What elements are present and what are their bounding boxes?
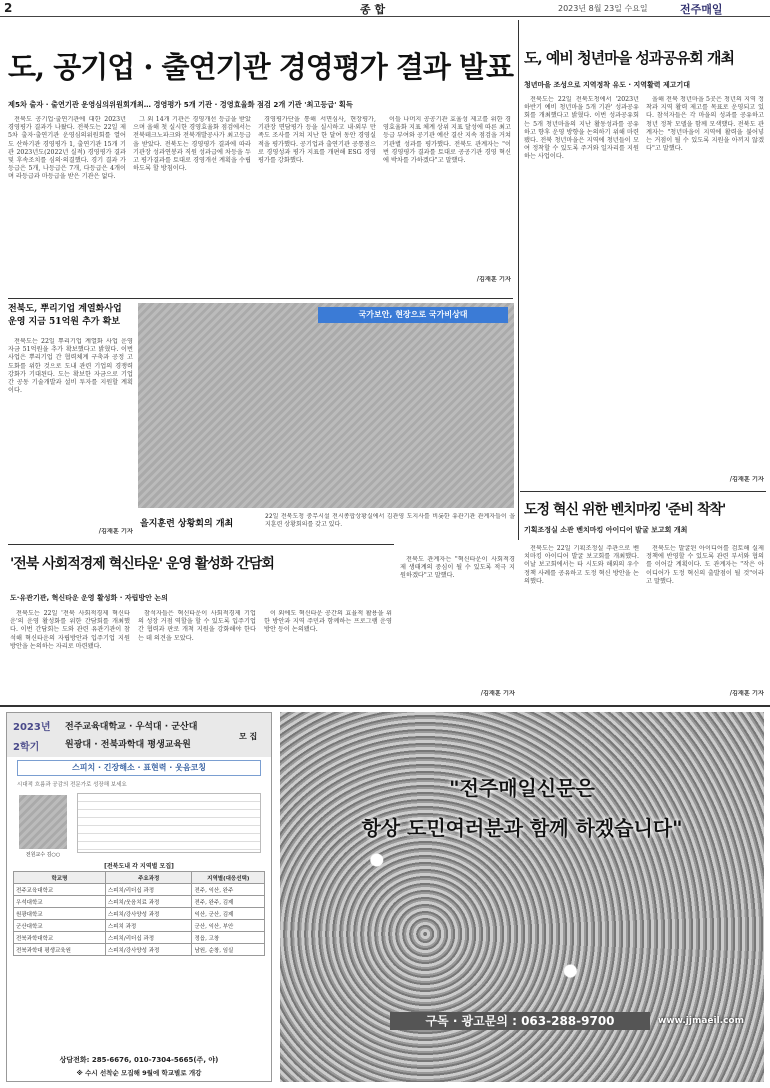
left-bottom-headline: '전북 사회적경제 혁신타운' 운영 활성화 간담회 (10, 556, 274, 572)
instructor-photo (19, 795, 67, 849)
schedule-cell: 우석대학교 (14, 896, 106, 908)
left-bottom-column-3: 이 외에도 혁신타운 공간의 효율적 활용을 위한 방안과 지역 주민과 함께하는 프로그램 운영 방안 등이 논의됐다. (264, 610, 392, 634)
lead-column-1: 전북도 공기업·출연기관에 대한 2023년 경영평가 결과가 나왔다. 전북도는 22일 제5차 출자·출연기관 운영심의위원회를 열어 도 산하기관 경영평가 1, 출연기관 15개 기관 2023년도(2022년 실적) 경영평가 결과 및 후속조치를 심의·의결했다. 경기 결과 가등급은 5개, 나등급은 7개, 다등급은 4개이며 라등급과 마등급을 받은 기관은 없다. (8, 116, 126, 181)
newspaper-name: 전주매일 (680, 3, 723, 16)
ad-universities-1: 전주교육대학교 · 우석대 · 군산대 (65, 722, 198, 732)
schedule-row (14, 920, 265, 932)
ad-term: 2학기 (13, 742, 40, 753)
lecture-ad (6, 712, 272, 1082)
schedule-cell: 정읍, 고창 (192, 932, 265, 944)
schedule-cell: 전북과학대 평생교육원 (14, 944, 106, 956)
schedule-row (14, 908, 265, 920)
schedule-cell: 스피치/웃음치료 과정 (105, 896, 192, 908)
photo-banner: 국가보안, 현장으로 국가비상대 (318, 307, 508, 323)
left-mid-text: 전북도는 22일 뿌리기업 계열화 사업 운영자금 51억원을 추가 확보했다고 밝혔다. 이번 사업은 뿌리기업 간 협력체계 구축과 공정 고도화를 위한 것으로 도내 관련 기업의 경쟁력 강화가 기대된다. 도는 확보한 자금으로 기업 간 공동 기술개발과 설비 투자를 지원할 계획이다. (8, 338, 133, 395)
schedule-cell: 스피치 과정 (105, 920, 192, 932)
page-header (0, 0, 770, 17)
right-top-column-2: 올해 전북 청년마을 5곳은 청년의 지역 정착과 지역 활력 제고를 목표로 운영되고 있다. 참석자들은 각 마을의 성과를 공유하고 청년 정착 모델을 함께 모색했다. 전북도 관계자는 "청년마을이 지역에 활력을 불어넣는 거점이 될 수 있도록 지원을 아끼지 않겠다"고 말했다. (646, 96, 764, 153)
ad-note: ※ 수시 선착순 모집해 9월에 학교별로 개강 (76, 1069, 202, 1077)
ad-phone: 구독 · 광고문의 : 063-288-9700 (390, 1012, 650, 1030)
lead-column-3: 경영평가단을 통해 서면심사, 현장평가, 기관장 면담평가 등을 실시하고 내·외부 만족도 조사를 거쳐 지난 한 달여 동안 경영실적을 평가했다. 공기업과 출연기관 공통점으로 경영성과 평가 지표를 개편해 ESG 경영 평가를 강화했다. (258, 116, 376, 165)
right-top-headline: 도, 예비 청년마을 성과공유회 개최 (524, 49, 734, 67)
schedule-table (13, 871, 265, 956)
left-bottom-column-4: 전북도 관계자는 "혁신타운이 사회적경제 생태계의 중심이 될 수 있도록 적극 지원하겠다"고 말했다. (400, 556, 515, 580)
curriculum-box (77, 793, 261, 853)
ad-recruit-label: 모 집 (239, 732, 258, 741)
ad-url[interactable]: www.jjmaeil.com (658, 1016, 744, 1026)
schedule-cell: 전북과학대학교 (14, 932, 106, 944)
right-mid-byline: /김재훈 기자 (729, 690, 764, 697)
schedule-cell: 전주, 완주, 김제 (192, 896, 265, 908)
schedule-cell: 전주, 익산, 완주 (192, 884, 265, 896)
schedule-cell: 군산대학교 (14, 920, 106, 932)
situation-meeting-photo (138, 303, 514, 508)
schedule-cell: 원광대학교 (14, 908, 106, 920)
schedule-cell: 군산, 익산, 부안 (192, 920, 265, 932)
section-title: 종 합 (360, 3, 386, 16)
ad-motto: 스피치 · 긴장해소 · 표현력 · 웃음코칭 (17, 760, 261, 776)
schedule-cell: 전주교육대학교 (14, 884, 106, 896)
schedule-header-cell: 지역별(대응선택) (192, 872, 265, 884)
ad-universities-2: 원광대 · 전북과학대 평생교육원 (65, 740, 191, 750)
lead-headline: 도, 공기업 · 출연기관 경영평가 결과 발표 (8, 50, 513, 84)
lead-column-2: 그 외 14개 기관은 경영개선 등급을 받았으며 올해 첫 실시한 경영효율화 점검에서는 전북테크노파크와 전북개발공사가 최고등급을 받았다. 전북도는 경영평가 결과에 따라 기관장 성과연봉과 직원 성과급에 차등을 두고 평가결과를 토대로 경영개선 계획을 수립하도록 할 방침이다. (133, 116, 251, 173)
schedule-cell: 익산, 군산, 김제 (192, 908, 265, 920)
schedule-cell: 남원, 순창, 임실 (192, 944, 265, 956)
right-mid-column-2: 전북도는 발굴된 아이디어를 검토해 실제 정책에 반영할 수 있도록 관련 부서와 협의를 이어갈 계획이다. 도 관계자는 "작은 아이디어가 도정 혁신의 출발점이 될 것"이라고 말했다. (646, 545, 764, 585)
schedule-header-cell: 주요과정 (105, 872, 192, 884)
right-top-subhead: 청년마을 조성으로 지역정착 유도 · 지역활력 제고기대 (524, 81, 691, 89)
left-bottom-subhead: 도·유관기관, 혁신타운 운영 활성화 · 자립방안 논의 (10, 594, 168, 602)
newspaper-ad (280, 712, 764, 1082)
issue-date: 2023년 8월 23일 수요일 (558, 4, 648, 13)
ad-intro: 시대적 흐름과 공감의 전문가로 성장해 보세요 (17, 782, 127, 788)
schedule-cell: 스피치/강사양성 과정 (105, 944, 192, 956)
schedule-cell: 스피치/리더십 과정 (105, 932, 192, 944)
lead-byline: /김재훈 기자 (476, 276, 511, 283)
left-bottom-column-2: 참석자들은 혁신타운이 사회적경제 기업의 성장 거점 역할을 할 수 있도록 입주기업 간 협력과 판로 개척 지원을 강화해야 한다는 데 의견을 모았다. (138, 610, 256, 642)
photo-caption-title: 을지훈련 상황회의 개최 (140, 519, 234, 529)
lead-subhead: 제5차 출자 · 출연기관 운영심의위원회개최… 경영평가 5개 기관 · 경영효율화 점검 2개 기관 '최고등급' 획득 (8, 100, 353, 109)
left-mid-headline: 전북도, 뿌리기업 계열화사업 운영 지금 51억원 추가 확보 (8, 304, 122, 327)
instructor-caption: 전원교수 김○○ (25, 852, 61, 858)
ad-slogan-2: 항상 도민여러분과 함께 하겠습니다" (361, 816, 683, 840)
schedule-cell: 스피치/리더십 과정 (105, 884, 192, 896)
page-number: 2 (4, 1, 13, 15)
schedule-row (14, 884, 265, 896)
ad-year: 2023년 (13, 722, 51, 733)
photo-caption-text: 22일 전북도청 중무시설 전시종합상황실에서 김관영 도지사를 비롯한 유관기관 관계자들이 을지훈련 상황회의를 갖고 있다. (265, 513, 515, 529)
schedule-cell: 스피치/강사양성 과정 (105, 908, 192, 920)
left-mid-byline: /김재훈 기자 (98, 528, 133, 535)
left-bottom-column-1: 전북도는 22일 '전북 사회적경제 혁신타운'의 운영 활성화를 위한 간담회를 개최했다. 이번 간담회는 도와 관련 유관기관이 참석해 혁신타운의 자립방안과 입주기업 지원 방안을 논의하는 자리로 마련됐다. (10, 610, 130, 650)
right-mid-subhead: 기획조정실 소관 벤치마킹 아이디어 발굴 보고회 개최 (524, 526, 688, 534)
ad-slogan-1: "전주매일신문은 (449, 776, 595, 800)
schedule-header-cell: 학교명 (14, 872, 106, 884)
right-top-byline: /김재훈 기자 (729, 476, 764, 483)
right-mid-headline: 도정 혁신 위한 벤치마킹 '준비 착착' (524, 502, 726, 518)
ad-contact: 상담전화: 285-6676, 010-7304-5665(주, 야) (59, 1056, 219, 1064)
schedule-table-wrap (13, 871, 265, 956)
schedule-row (14, 944, 265, 956)
schedule-row (14, 896, 265, 908)
right-top-column-1: 전북도는 22일 전북도청에서 '2023년 하반기 예비 청년마을 5개 기관' 성과공유회를 개최했다고 밝혔다. 이번 성과공유회는 5개 청년마을의 지난 활동성과를 공유하고 향후 운영 방향을 논의하기 위해 마련됐다. 전북 청년마을은 지역에 청년들이 모여 정착할 수 있도록 주거와 일자리를 지원하는 사업이다. (524, 96, 639, 161)
left-bottom-byline: /김재훈 기자 (480, 690, 515, 697)
schedule-title: [전북도내 각 지역별 모집] (104, 863, 174, 870)
right-mid-column-1: 전북도는 22일 기획조정실 주관으로 벤치마킹 아이디어 발굴 보고회를 개최했다. 이날 보고회에서는 타 시도와 해외의 우수 정책 사례를 공유하고 도정 혁신 방안을 논의했다. (524, 545, 639, 585)
lead-column-4: 이들 나머지 공공기관 효율성 제고를 위한 경영효율화 지표 체계 상위 지표 달성에 따른 최고 등급 부여와 공기관 예산 결산 지속 점검을 거쳐 기관별 성과를 평가했다. 전북도 관계자는 "이번 경영평가 결과를 토대로 공공기관 경영 혁신에 박차를 가하겠다"고 말했다. (383, 116, 511, 165)
schedule-row (14, 932, 265, 944)
